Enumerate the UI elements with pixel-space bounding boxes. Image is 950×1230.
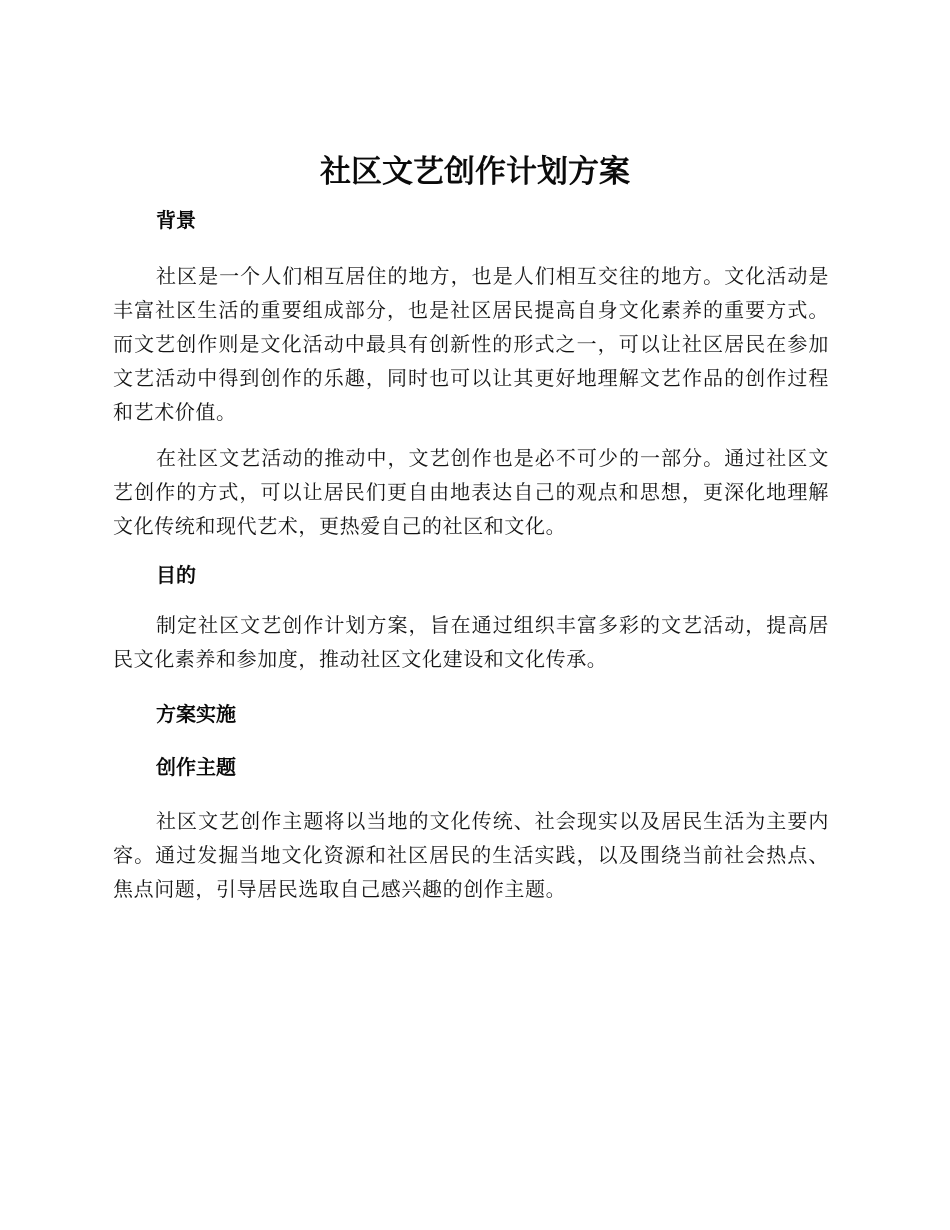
section-heading-background: 背景 xyxy=(156,208,196,232)
section-heading-implementation: 方案实施 xyxy=(156,702,236,726)
document-title: 社区文艺创作计划方案 xyxy=(320,154,630,190)
section-heading-purpose: 目的 xyxy=(156,563,196,587)
document-body xyxy=(113,198,829,906)
paragraph-theme: 社区文艺创作主题将以当地的文化传统、社会现实以及居民生活为主要内容。通过发掘当地文化资源和社区居民的生活实践，以及围绕当前社会热点、焦点问题，引导居民选取自己感兴趣的创作主题。 xyxy=(113,809,829,901)
paragraph-background-1: 社区是一个人们相互居住的地方，也是人们相互交往的地方。文化活动是丰富社区生活的重要组成部分，也是社区居民提高自身文化素养的重要方式。而文艺创作则是文化活动中最具有创新性的形式之一，可以让社区居民在参加文艺活动中得到创作的乐趣，同时也可以让其更好地理解文艺作品的创作过程和艺术价值。 xyxy=(113,264,829,424)
paragraph-background-2: 在社区文艺活动的推动中，文艺创作也是必不可少的一部分。通过社区文艺创作的方式，可以让居民们更自由地表达自己的观点和思想，更深化地理解文化传统和现代艺术，更热爱自己的社区和文化。 xyxy=(113,446,829,538)
paragraph-purpose: 制定社区文艺创作计划方案，旨在通过组织丰富多彩的文艺活动，提高居民文化素养和参加度，推动社区文化建设和文化传承。 xyxy=(113,613,829,671)
section-heading-theme: 创作主题 xyxy=(156,755,236,779)
